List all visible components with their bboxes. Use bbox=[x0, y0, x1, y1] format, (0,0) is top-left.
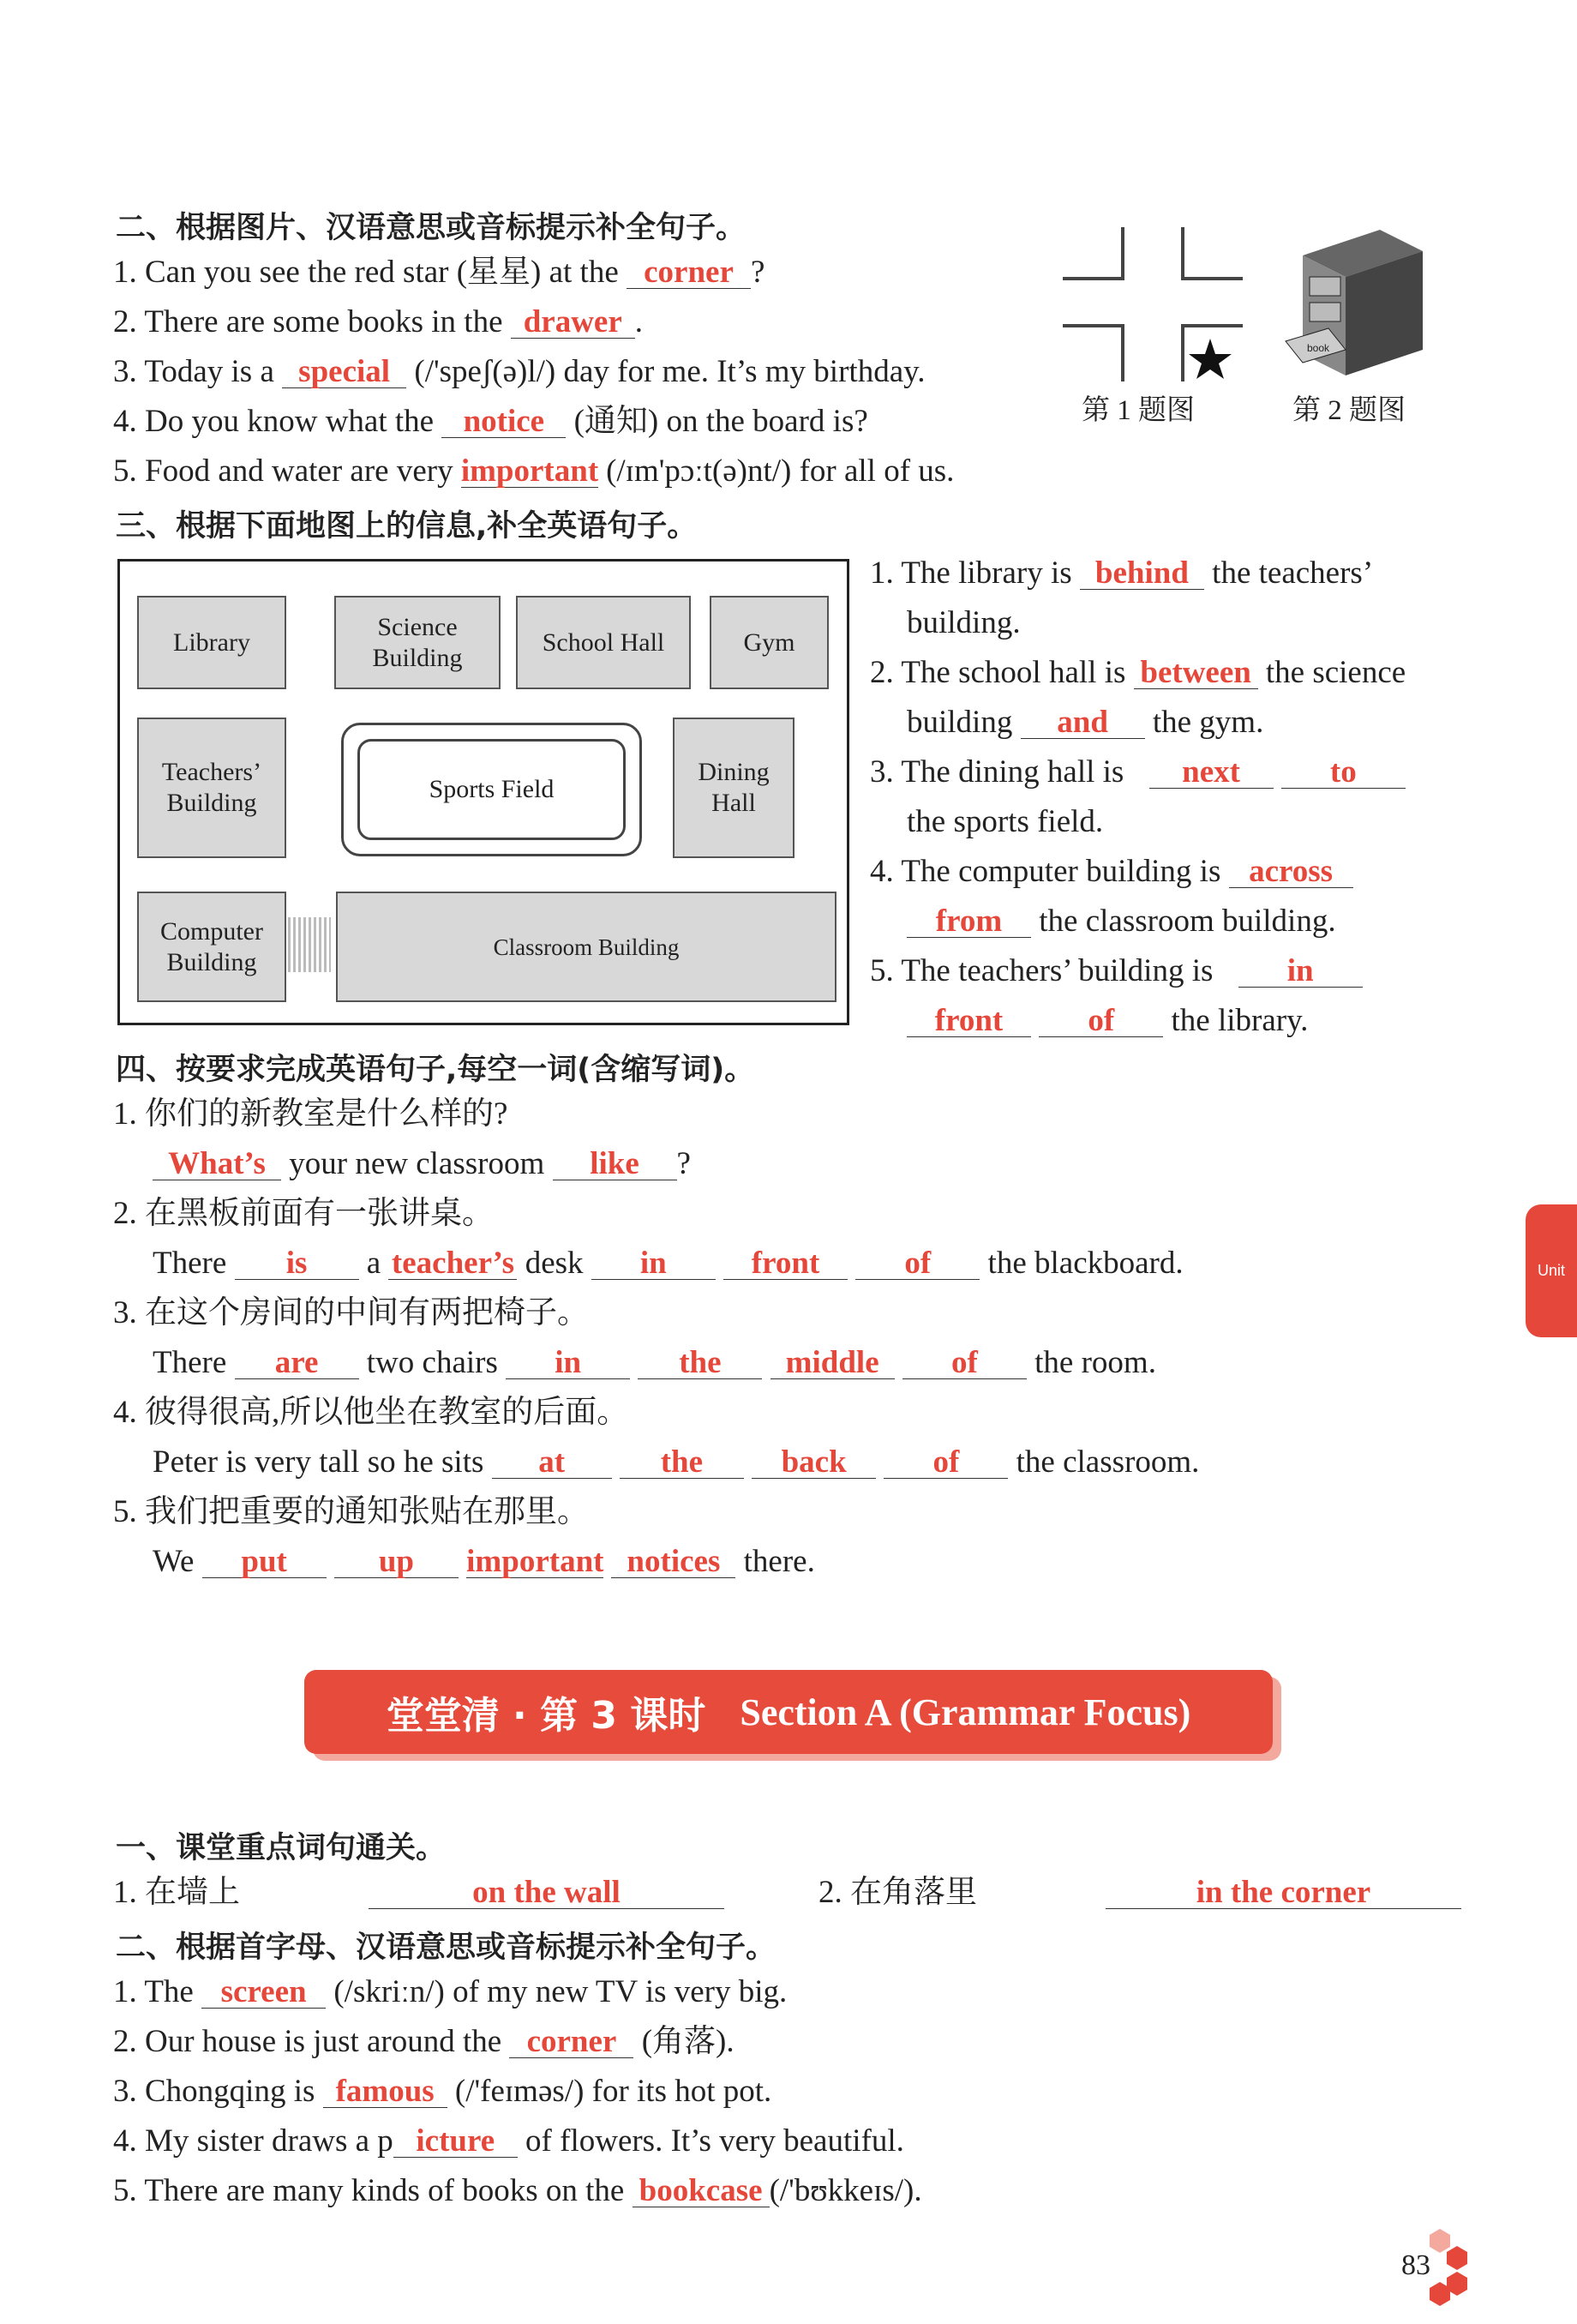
section-header: 三、根据下面地图上的信息,补全英语句子。 bbox=[116, 509, 698, 543]
answer-blank[interactable]: between bbox=[1134, 658, 1258, 689]
unit-tab[interactable]: Unit bbox=[1526, 1204, 1577, 1337]
question: There is a teacher’s desk in front of the blackboard. bbox=[153, 1246, 1184, 1281]
figure-caption: 第 1 题图 bbox=[1082, 395, 1195, 426]
map-gym: Gym bbox=[710, 596, 829, 689]
map-sports-field: Sports Field bbox=[357, 739, 626, 840]
question: 4. The computer building is across bbox=[870, 853, 1353, 891]
banner-subtitle: Section A (Grammar Focus) bbox=[740, 1690, 1191, 1733]
corridor bbox=[288, 917, 331, 972]
answer-blank[interactable]: corner bbox=[509, 2027, 633, 2058]
answer-blank[interactable]: next bbox=[1149, 757, 1274, 789]
question-continued: the sports field. bbox=[907, 804, 1104, 839]
question: 2. 在角落里 bbox=[818, 1875, 977, 1910]
section-header: 四、按要求完成英语句子,每空一词(含缩写词)。 bbox=[116, 1053, 755, 1087]
lesson-banner bbox=[304, 1670, 1273, 1754]
answer-blank[interactable]: of bbox=[855, 1248, 980, 1280]
map-dining-hall: Dining Hall bbox=[673, 718, 794, 858]
answer-blank[interactable]: across bbox=[1229, 856, 1353, 888]
question: 5. The teachers’ building is in bbox=[870, 952, 1363, 990]
question-continued: building and the gym. bbox=[907, 705, 1264, 740]
question-continued: front of the library. bbox=[907, 1002, 1308, 1040]
drawer-cabinet-figure bbox=[1277, 221, 1431, 384]
answer-blank[interactable]: are bbox=[235, 1348, 359, 1379]
answer-blank[interactable]: special bbox=[282, 357, 406, 388]
answer-blank[interactable]: in bbox=[1238, 956, 1363, 988]
answer-blank[interactable]: on the wall bbox=[369, 1877, 724, 1909]
question-chinese: 4. 彼得很高,所以他坐在教室的后面。 bbox=[113, 1395, 629, 1430]
answer-blank[interactable]: and bbox=[1021, 707, 1145, 739]
section-header: 二、根据图片、汉语意思或音标提示补全句子。 bbox=[116, 211, 747, 245]
answer-blank[interactable]: icture bbox=[393, 2126, 518, 2158]
answer-blank[interactable]: bookcase bbox=[633, 2176, 770, 2207]
answer-blank[interactable]: teacher’s bbox=[388, 1248, 517, 1280]
answer-blank[interactable]: screen bbox=[201, 1977, 326, 2009]
question bbox=[369, 1874, 724, 1912]
map-school-hall: School Hall bbox=[516, 596, 691, 689]
answer-blank[interactable]: in bbox=[506, 1348, 630, 1379]
answer-blank[interactable]: the bbox=[638, 1348, 762, 1379]
answer-blank[interactable]: notice bbox=[441, 406, 566, 438]
answer-blank[interactable]: front bbox=[907, 1006, 1031, 1037]
answer-blank[interactable]: important bbox=[466, 1544, 604, 1579]
answer-blank[interactable]: is bbox=[235, 1248, 359, 1280]
banner-title: 堂堂清 · 第 3 课时 bbox=[386, 1694, 706, 1738]
answer-blank[interactable]: What’s bbox=[153, 1149, 281, 1180]
question: 4. My sister draws a p icture of flowers. It’s very beautiful. bbox=[113, 2123, 904, 2159]
question-continued: from the classroom building. bbox=[907, 903, 1336, 940]
answer-blank[interactable]: like bbox=[553, 1149, 677, 1180]
question-chinese: 5. 我们把重要的通知张贴在那里。 bbox=[113, 1494, 589, 1529]
answer-blank[interactable]: of bbox=[902, 1348, 1027, 1379]
question: 2. The school hall is between the science bbox=[870, 655, 1406, 690]
crossroads-figure bbox=[1063, 227, 1243, 381]
map-library: Library bbox=[137, 596, 286, 689]
question: There are two chairs in the middle of the room. bbox=[153, 1345, 1156, 1380]
answer-blank[interactable]: of bbox=[1039, 1006, 1163, 1037]
answer-blank[interactable]: of bbox=[884, 1447, 1008, 1479]
question: 3. The dining hall is next to bbox=[870, 754, 1406, 791]
question: 3. Today is a special (/'speʃ(ə)l/) day for me. It’s my birthday. bbox=[113, 354, 926, 389]
question: 4. Do you know what the notice (通知) on the board is? bbox=[113, 404, 868, 439]
answer-blank[interactable]: at bbox=[492, 1447, 612, 1479]
section-header: 二、根据首字母、汉语意思或音标提示补全句子。 bbox=[116, 1931, 777, 1965]
question: 1. 在墙上 bbox=[113, 1875, 240, 1910]
answer-blank[interactable]: middle bbox=[771, 1348, 895, 1379]
question: 5. Food and water are very important (/ɪm'pɔːt(ə)nt/) for all of us. bbox=[113, 453, 955, 489]
question: We put up important notices there. bbox=[153, 1544, 815, 1579]
question: 1. The screen (/skriːn/) of my new TV is very big. bbox=[113, 1974, 788, 2009]
page-number: 83 bbox=[1401, 2249, 1430, 2281]
answer-blank[interactable]: back bbox=[752, 1447, 876, 1479]
answer-blank[interactable]: corner bbox=[627, 257, 751, 289]
map-teachers-building: Teachers’ Building bbox=[137, 718, 286, 858]
question-chinese: 2. 在黑板前面有一张讲桌。 bbox=[113, 1196, 494, 1231]
star-icon bbox=[1189, 339, 1232, 379]
answer-blank[interactable]: in bbox=[591, 1248, 716, 1280]
question bbox=[1106, 1874, 1461, 1912]
answer-blank[interactable]: up bbox=[334, 1546, 459, 1578]
question: 2. Our house is just around the corner (角落). bbox=[113, 2024, 735, 2059]
question: 1. The library is behind the teachers’ bbox=[870, 555, 1374, 591]
answer-blank[interactable]: to bbox=[1281, 757, 1406, 789]
map-classroom-building: Classroom Building bbox=[336, 892, 836, 1002]
question: Peter is very tall so he sits at the back of the classroom. bbox=[153, 1444, 1200, 1480]
sports-field-track bbox=[341, 723, 642, 856]
answer-blank[interactable]: notices bbox=[611, 1546, 735, 1578]
answer-blank[interactable]: put bbox=[202, 1546, 327, 1578]
question: 3. Chongqing is famous (/'feɪməs/) for its hot pot. bbox=[113, 2074, 772, 2109]
drawer-label: book bbox=[1307, 342, 1330, 354]
answer-blank[interactable]: drawer bbox=[511, 307, 635, 339]
map-science-building: Science Building bbox=[334, 596, 501, 689]
question-continued: building. bbox=[907, 605, 1021, 640]
hexagon-decoration bbox=[1423, 2229, 1474, 2306]
school-map bbox=[117, 559, 849, 1025]
question-chinese: 1. 你们的新教室是什么样的? bbox=[113, 1096, 508, 1132]
answer-blank[interactable]: front bbox=[723, 1248, 848, 1280]
map-computer-building: Computer Building bbox=[137, 892, 286, 1002]
answer-blank[interactable]: from bbox=[907, 906, 1031, 938]
question: 5. There are many kinds of books on the bookcase (/'bʊkkeɪs/). bbox=[113, 2173, 922, 2208]
question: 1. Can you see the red star (星星) at the corner ? bbox=[113, 255, 765, 290]
answer-blank[interactable]: famous bbox=[323, 2076, 447, 2108]
answer-blank[interactable]: behind bbox=[1080, 558, 1204, 590]
question: 2. There are some books in the drawer . bbox=[113, 304, 643, 339]
answer-blank[interactable]: important bbox=[460, 453, 599, 489]
figure-caption: 第 2 题图 bbox=[1292, 395, 1406, 426]
answer-blank[interactable]: the bbox=[620, 1447, 744, 1479]
section-header: 一、课堂重点词句通关。 bbox=[116, 1831, 447, 1865]
question: What’s your new classroom like ? bbox=[153, 1145, 691, 1183]
question-chinese: 3. 在这个房间的中间有两把椅子。 bbox=[113, 1295, 589, 1330]
answer-blank[interactable]: in the corner bbox=[1106, 1877, 1461, 1909]
